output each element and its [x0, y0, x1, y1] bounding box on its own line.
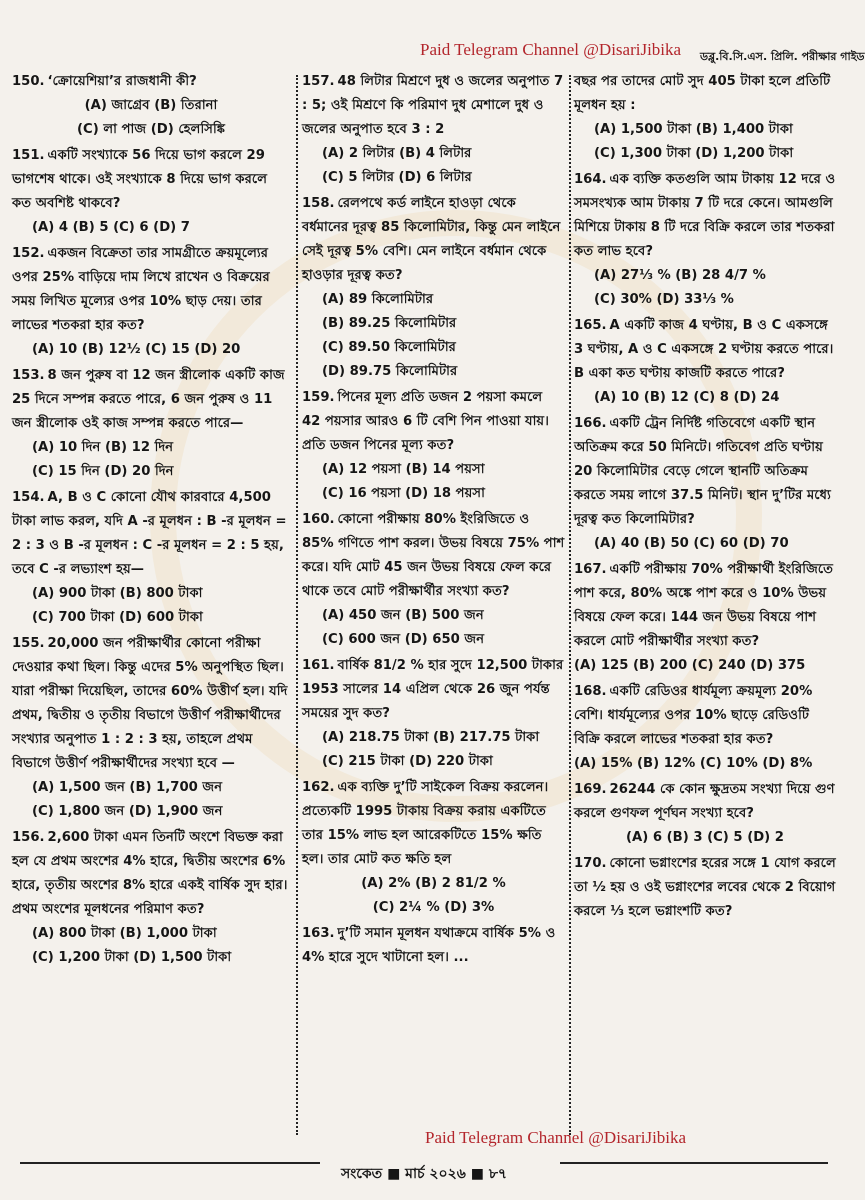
question-item [12, 826, 290, 970]
question-text [12, 826, 290, 922]
answer-options: (C) লা পাজ (D) হেলসিঙ্কি [77, 122, 225, 137]
answer-options: (A) 40 (B) 50 (C) 60 (D) 70 [594, 536, 789, 551]
answer-options: (A) 6 (B) 3 (C) 5 (D) 2 [626, 830, 784, 845]
question-body: দু’টি সমান মূলধন যথাক্রমে বার্ষিক 5% ও 4% হারে সুদে খাটানো হল। ... [302, 926, 556, 965]
answer-options: (A) জাগ্রেব (B) তিরানা [84, 98, 218, 113]
answer-options: (C) 15 দিন (D) 20 দিন [32, 464, 174, 479]
column-3 [574, 70, 836, 1145]
question-text [574, 852, 836, 924]
question-number: 167. [574, 562, 607, 577]
question-text [302, 70, 565, 142]
question-body: এক ব্যক্তি দু’টি সাইকেল বিক্রয় করলেন। প্রত্যেকটি 1995 টাকায় বিক্রয় করায় একটিতে তার 15% লাভ হল আরেকটিতে 15% ক্ষতি হল। তার মোট কত ক্ষতি হল [302, 780, 549, 867]
answer-options: (A) 4 (B) 5 (C) 6 (D) 7 [32, 220, 190, 235]
question-text [302, 192, 565, 288]
question-body: 2,600 টাকা এমন তিনটি অংশে বিভক্ত করা হল যে প্রথম অংশের 4% হারে, দ্বিতীয় অংশের 6% হারে, তৃতীয় অংশের 8% হারে একই বার্ষিক সুদ হার। প্রথম অংশের মূলধনের পরিমাণ কত? [12, 830, 288, 917]
question-text [574, 558, 836, 654]
answer-options: (C) 1,200 টাকা (D) 1,500 টাকা [32, 950, 232, 965]
question-body: রেলপথে কর্ড লাইনে হাওড়া থেকে বর্ধমানের দূরত্ব 85 কিলোমিটার, কিন্তু মেন লাইনে সেই দূরত্ব 5% বেশি। মেন লাইনে বর্ধমান থেকে হাওড়ার দূরত্ব কত? [302, 196, 561, 283]
question-body: কোনো ভগ্নাংশের হরের সঙ্গে 1 যোগ করলে তা ½ হয় ও ওই ভগ্নাংশের লবের থেকে 2 বিয়োগ করলে ⅓ হলে ভগ্নাংশটি কত? [574, 856, 836, 919]
answer-options: (A) 900 টাকা (B) 800 টাকা [32, 586, 203, 601]
question-body: কোনো পরীক্ষায় 80% ইংরিজিতে ও 85% গণিতে পাশ করল। উভয় বিষয়ে 75% পাশ করে। যদি মোট 45 জন উভয় বিষয়ে ফেল করে থাকে তবে মোট পরীক্ষার্থীর সংখ্যা কত? [302, 512, 565, 599]
question-item [12, 486, 290, 630]
question-body: পিনের মূল্য প্রতি ডজন 2 পয়সা কমলে 42 পয়সার আরও 6 টি বেশি পিন পাওয়া যায়। প্রতি ডজন পিনের মূল্য কত? [302, 390, 549, 453]
question-number: 159. [302, 390, 335, 405]
telegram-watermark-bottom: Paid Telegram Channel @DisariJibika [425, 1128, 687, 1147]
question-item [574, 680, 836, 776]
question-body: বছর পর তাদের মোট সুদ 405 টাকা হলে প্রতিটি মূলধন হয় : [574, 74, 831, 113]
question-text [12, 486, 290, 582]
question-item [574, 70, 836, 166]
answer-options: (A) 10 (B) 12 (C) 8 (D) 24 [594, 390, 780, 405]
column-divider [296, 75, 298, 1135]
answer-options: (C) 2¼ % (D) 3% [372, 900, 495, 915]
question-text [12, 632, 290, 776]
answer-options: (C) 89.50 কিলোমিটার [322, 340, 456, 355]
question-number: 164. [574, 172, 607, 187]
question-number: 152. [12, 246, 45, 261]
question-text [12, 144, 290, 216]
question-body: ‘ক্রোয়েশিয়া’র রাজধানী কী? [47, 74, 197, 89]
answer-options: (A) 125 (B) 200 (C) 240 (D) 375 [574, 658, 806, 673]
answer-options: (A) 12 পয়সা (B) 14 পয়সা [322, 462, 485, 477]
question-body: 48 লিটার মিশ্রণে দুধ ও জলের অনুপাত 7 : 5; ওই মিশ্রণে কি পরিমাণ দুধ মেশালে দুধ ও জলের অনুপাত হবে 3 : 2 [302, 74, 564, 137]
question-item [574, 558, 836, 678]
question-item [12, 144, 290, 240]
question-item [574, 168, 836, 312]
footer-issue: ■ মার্চ ২০২৬ ■ ৮৭ [387, 1166, 508, 1182]
question-text [12, 364, 290, 436]
question-number: 150. [12, 74, 45, 89]
telegram-watermark-top: Paid Telegram Channel @DisariJibika [420, 40, 682, 59]
question-text [574, 70, 836, 118]
question-text [574, 680, 836, 752]
answer-options: (C) 1,800 জন (D) 1,900 জন [32, 804, 223, 819]
answer-options: (A) 450 জন (B) 500 জন [322, 608, 484, 623]
question-text [574, 778, 836, 826]
answer-options: (A) 10 (B) 12½ (C) 15 (D) 20 [32, 342, 241, 357]
question-item [302, 192, 565, 384]
question-number: 158. [302, 196, 335, 211]
answer-options: (A) 218.75 টাকা (B) 217.75 টাকা [322, 730, 540, 745]
question-text [302, 386, 565, 458]
question-body: A, B ও C কোনো যৌথ কারবারে 4,500 টাকা লাভ করল, যদি A -র মূলধন : B -র মূলধন = 2 : 3 ও B -র মূলধন : C -র মূলধন = 2 : 5 হয়, তবে C -র লভ্যাংশ হয়— [12, 490, 287, 577]
question-item [12, 70, 290, 142]
question-body: একটি সংখ্যাকে 56 দিয়ে ভাগ করলে 29 ভাগশেষ থাকে। ওই সংখ্যাকে 8 দিয়ে ভাগ করলে কত অবশিষ্ট থাকবে? [12, 148, 268, 211]
question-item [302, 776, 565, 920]
question-body: বার্ষিক 81/2 % হার সুদে 12,500 টাকার 1953 সালের 14 এপ্রিল থেকে 26 জুন পর্যন্ত সময়ের সুদ কত? [302, 658, 564, 721]
question-number: 162. [302, 780, 335, 795]
answer-options: (C) 215 টাকা (D) 220 টাকা [322, 754, 493, 769]
question-item [574, 778, 836, 850]
question-text [574, 168, 836, 264]
question-number: 160. [302, 512, 335, 527]
question-number: 154. [12, 490, 45, 505]
answer-options: (D) 89.75 কিলোমিটার [322, 364, 458, 379]
question-text [12, 242, 290, 338]
question-text [302, 654, 565, 726]
question-number: 170. [574, 856, 607, 871]
question-body: 8 জন পুরুষ বা 12 জন স্ত্রীলোক একটি কাজ 25 দিনে সম্পন্ন করতে পারে, 6 জন পুরুষ ও 11 জন স্ত্রীলোক ওই কাজ সম্পন্ন করতে পারে— [12, 368, 285, 431]
page-footer [0, 1162, 848, 1186]
column-2 [302, 70, 565, 1145]
question-number: 161. [302, 658, 335, 673]
answer-options: (B) 89.25 কিলোমিটার [322, 316, 457, 331]
question-number: 155. [12, 636, 45, 651]
question-text [574, 314, 836, 386]
question-number: 157. [302, 74, 335, 89]
question-number: 168. [574, 684, 607, 699]
answer-options: (A) 1,500 জন (B) 1,700 জন [32, 780, 223, 795]
answer-options: (A) 1,500 টাকা (B) 1,400 টাকা [594, 122, 793, 137]
question-body: 26244 কে কোন ক্ষুদ্রতম সংখ্যা দিয়ে গুণ করলে গুণফল পূর্ণঘন সংখ্যা হবে? [574, 782, 835, 821]
answer-options: (A) 2 লিটার (B) 4 লিটার [322, 146, 472, 161]
question-item [574, 412, 836, 556]
question-text [302, 922, 565, 970]
question-item [302, 922, 565, 970]
question-number: 165. [574, 318, 607, 333]
column-1 [12, 70, 290, 1145]
question-text [12, 70, 290, 94]
question-item [302, 70, 565, 190]
question-body: 20,000 জন পরীক্ষার্থীর কোনো পরীক্ষা দেওয়ার কথা ছিল। কিন্তু এদের 5% অনুপস্থিত ছিল। যারা পরীক্ষা দিয়েছিল, তাদের 60% উত্তীর্ণ হল। যদি প্রথম, দ্বিতীয় ও তৃতীয় বিভাগে উত্তীর্ণ পরীক্ষার্থীদের সংখ্যার অনুপাত 1 : 2 : 3 হয়, তাহলে প্রথম বিভাগে উত্তীর্ণ পরীক্ষার্থীদের সংখ্যা হবে — [12, 636, 288, 771]
question-text [302, 776, 565, 872]
question-text [302, 508, 565, 604]
column-divider [569, 75, 571, 1135]
answer-options: (A) 800 টাকা (B) 1,000 টাকা [32, 926, 217, 941]
question-item [574, 314, 836, 410]
question-number: 166. [574, 416, 607, 431]
question-item [302, 508, 565, 652]
answer-options: (C) 16 পয়সা (D) 18 পয়সা [322, 486, 485, 501]
question-item [12, 632, 290, 824]
question-body: একটি রেডিওর ধার্যমূল্য ক্রয়মূল্য 20% বেশি। ধার্যমূল্যের ওপর 10% ছাড়ে রেডিওটি বিক্রি করলে লাভের শতকরা হার কত? [574, 684, 813, 747]
answer-options: (A) 89 কিলোমিটার [322, 292, 434, 307]
question-body: একজন বিক্রেতা তার সামগ্রীতে ক্রয়মূল্যের ওপর 25% বাড়িয়ে দাম লিখে রাখেন ও বিক্রয়ের সময় লিখিত মূল্যের ওপর 10% ছাড় দেয়। তার লাভের শতকরা হার কত? [12, 246, 270, 333]
question-text [574, 412, 836, 532]
question-item [302, 654, 565, 774]
answer-options: (A) 10 দিন (B) 12 দিন [32, 440, 174, 455]
question-number: 169. [574, 782, 607, 797]
question-body: একটি পরীক্ষায় 70% পরীক্ষার্থী ইংরিজিতে পাশ করে, 80% অঙ্কে পাশ করে ও 10% উভয় বিষয়ে ফেল করে। 144 জন উভয় বিষয়ে পাশ করলে মোট পরীক্ষার্থীর সংখ্যা কত? [574, 562, 834, 649]
question-number: 156. [12, 830, 45, 845]
question-item [302, 386, 565, 506]
question-number: 153. [12, 368, 45, 383]
page-header: ডব্লু.বি.সি.এস. প্রিলি. পরীক্ষার গাইড [700, 50, 865, 63]
question-item [12, 242, 290, 362]
answer-options: (C) 700 টাকা (D) 600 টাকা [32, 610, 203, 625]
answer-options: (C) 30% (D) 33⅓ % [594, 292, 734, 307]
answer-options: (C) 1,300 টাকা (D) 1,200 টাকা [594, 146, 794, 161]
footer-brand: সংকেত [340, 1166, 383, 1182]
question-body: A একটি কাজ 4 ঘণ্টায়, B ও C একসঙ্গে 3 ঘণ্টায়, A ও C একসঙ্গে 2 ঘণ্টায় করতে পারে। B একা কত ঘণ্টায় কাজটি করতে পারে? [574, 318, 834, 381]
answer-options: (A) 15% (B) 12% (C) 10% (D) 8% [574, 756, 813, 771]
question-body: এক ব্যক্তি কতগুলি আম টাকায় 12 দরে ও সমসংখ্যক আম টাকায় 7 টি দরে কেনে। আমগুলি মিশিয়ে টাকায় 8 টি দরে বিক্রি করলে তার শতকরা কত লাভ হবে? [574, 172, 836, 259]
question-item [574, 852, 836, 924]
answer-options: (C) 600 জন (D) 650 জন [322, 632, 485, 647]
answer-options: (A) 2% (B) 2 81/2 % [361, 876, 506, 891]
answer-options: (C) 5 লিটার (D) 6 লিটার [322, 170, 472, 185]
question-item [12, 364, 290, 484]
question-number: 151. [12, 148, 45, 163]
question-number: 163. [302, 926, 335, 941]
question-body: একটি ট্রেন নির্দিষ্ট গতিবেগে একটি স্থান অতিক্রম করে 50 মিনিটে। গতিবেগ প্রতি ঘণ্টায় 20 কিলোমিটার বেড়ে গেলে স্থানটি অতিক্রম করতে সময় লাগে 37.5 মিনিট। স্থান দু’টির মধ্যে দূরত্ব কত কিলোমিটার? [574, 416, 831, 527]
answer-options: (A) 27⅓ % (B) 28 4/7 % [594, 268, 766, 283]
